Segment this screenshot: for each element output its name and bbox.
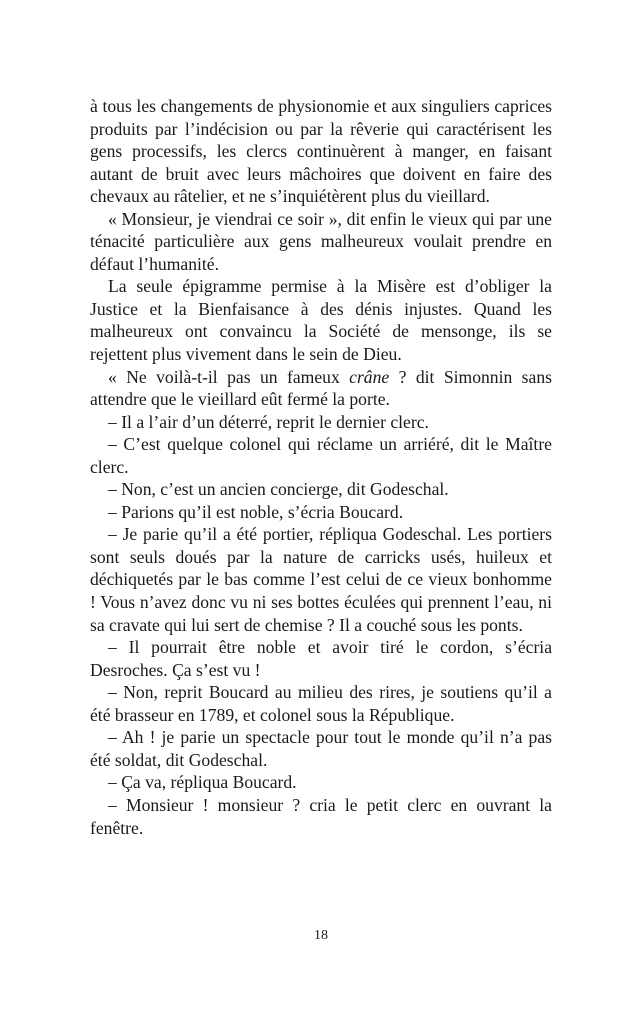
paragraph-6: – C’est quelque colonel qui réclame un arriéré, dit le Maître clerc. (90, 434, 552, 477)
paragraph-7: – Non, c’est un ancien concierge, dit Godeschal. (108, 479, 449, 500)
paragraph-4-after: ? dit Simonnin sans attendre que le vieillard eût fermé la porte. (90, 366, 552, 410)
paragraph-4 (90, 366, 552, 411)
paragraph-5: – Il a l’air d’un déterré, reprit le dernier clerc. (108, 411, 429, 432)
paragraph-13: – Ça va, répliqua Boucard. (108, 772, 297, 793)
paragraph-3: La seule épigramme permise à la Misère est d’obliger la Justice et la Bienfaisance à des dénis injustes. Quand les malheureux ont convaincu la Société de mensonge, ils se rejettent plus vivement dans le sein de Dieu. (90, 276, 552, 365)
paragraph-2: « Monsieur, je viendrai ce soir », dit enfin le vieux qui par une ténacité particulière aux gens malheureux voulait prendre en défaut l’humanité. (90, 208, 552, 274)
paragraph-10: – Il pourrait être noble et avoir tiré le cordon, s’écria Desroches. Ça s’est vu ! (90, 637, 552, 680)
paragraph-9: – Je parie qu’il a été portier, répliqua Godeschal. Les portiers sont seuls doués par la nature de carricks usés, huileux et déchiquetés par le bas comme l’est celui de ce vieux bonhomme ! Vous n’avez donc vu ni ses bottes éculées qui prennent l’eau, ni sa cravate qui lui sert de chemise ? Il a couché sous les ponts. (90, 524, 552, 635)
italic-word: crâne (349, 366, 390, 387)
body-text (90, 95, 552, 839)
paragraph-12: – Ah ! je parie un spectacle pour tout le monde qu’il n’a pas été soldat, dit Godeschal. (90, 727, 552, 770)
page-number: 18 (314, 928, 328, 943)
paragraph-11: – Non, reprit Boucard au milieu des rires, je soutiens qu’il a été brasseur en 1789, et colonel sous la République. (90, 682, 552, 725)
paragraph-14: – Monsieur ! monsieur ? cria le petit clerc en ouvrant la fenêtre. (90, 794, 552, 838)
paragraph-4-before: « Ne voilà-t-il pas un fameux (108, 366, 350, 387)
paragraph-1: à tous les changements de physionomie et aux singuliers caprices produits par l’indécision ou par la rêverie qui caractérisent les gens processifs, les clercs continuèrent à manger, en faisant autant de bruit avec leurs mâchoires que doivent en faire des chevaux au râtelier, et ne s’inquiétèrent plus du vieillard. (90, 96, 552, 207)
paragraph-8: – Parions qu’il est noble, s’écria Boucard. (108, 501, 404, 522)
